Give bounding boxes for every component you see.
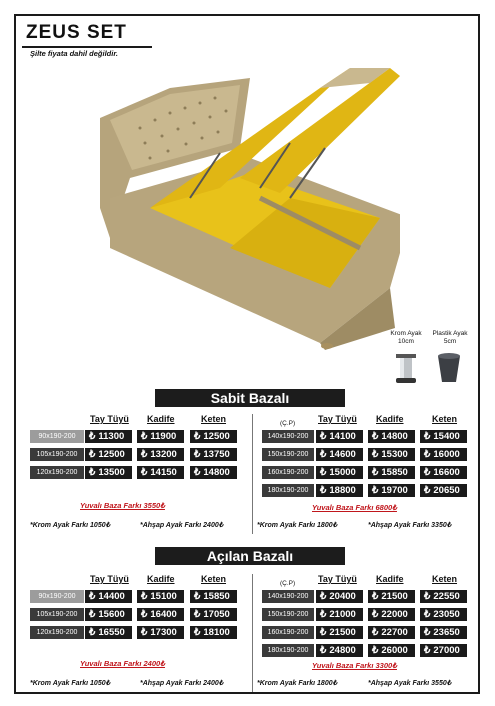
sabit-left-price-1-1	[137, 448, 184, 461]
acilan-right-price-0-1	[368, 590, 415, 603]
acilan-right-price-0-2	[420, 590, 467, 603]
price-value: 11300	[98, 431, 125, 442]
acilan-right-price-0-0	[316, 590, 363, 603]
sabit-right-price-3-1	[368, 484, 415, 497]
currency-symbol: ₺	[320, 645, 327, 656]
acilan-right-price-3-1	[368, 644, 415, 657]
sabit-right-price-2-2	[420, 466, 467, 479]
price-value: 15100	[150, 591, 177, 602]
currency-symbol: ₺	[194, 467, 201, 478]
currency-symbol: ₺	[194, 591, 201, 602]
sabit-left-price-2-0	[85, 466, 132, 479]
sabit-heading: Sabit Bazalı	[155, 389, 345, 407]
currency-symbol: ₺	[141, 609, 148, 620]
sabit-left-size-1: 105x190-200	[30, 448, 84, 461]
currency-symbol: ₺	[372, 591, 379, 602]
sabit-right-price-2-1	[368, 466, 415, 479]
sabit-left-size-0: 90x190-200	[30, 430, 84, 443]
price-value: 21500	[381, 591, 408, 602]
currency-symbol: ₺	[372, 449, 379, 460]
sabit-right-col1: Tay Tüyü	[318, 414, 357, 424]
currency-symbol: ₺	[424, 609, 431, 620]
currency-symbol: ₺	[372, 645, 379, 656]
sabit-right-krom: *Krom Ayak Farkı 1800₺	[257, 522, 338, 529]
sabit-right-ahsap: *Ahşap Ayak Farkı 3350₺	[368, 522, 452, 529]
sabit-left-price-0-1	[137, 430, 184, 443]
sabit-left-price-1-0	[85, 448, 132, 461]
sabit-right-price-0-2	[420, 430, 467, 443]
krom-foot-label: Krom Ayak 10cm	[390, 330, 422, 345]
acilan-left-price-1-1	[137, 608, 184, 621]
acilan-left-price-1-2	[190, 608, 237, 621]
sabit-right-price-3-0	[316, 484, 363, 497]
currency-symbol: ₺	[89, 449, 96, 460]
price-value: 14600	[329, 449, 356, 460]
sabit-left-col3: Keten	[201, 414, 227, 424]
sabit-divider	[252, 414, 253, 534]
acilan-left-size-1: 105x190-200	[30, 608, 84, 621]
acilan-heading: Açılan Bazalı	[155, 547, 345, 565]
acilan-right-price-2-2	[420, 626, 467, 639]
price-value: 12500	[203, 431, 230, 442]
price-value: 17050	[203, 609, 230, 620]
sabit-left-ahsap: *Ahşap Ayak Farkı 2400₺	[140, 522, 224, 529]
price-value: 11900	[150, 431, 177, 442]
acilan-left-price-0-2	[190, 590, 237, 603]
acilan-left-price-0-1	[137, 590, 184, 603]
price-value: 18100	[203, 627, 230, 638]
sabit-right-price-1-2	[420, 448, 467, 461]
acilan-right-ahsap: *Ahşap Ayak Farkı 3550₺	[368, 680, 452, 687]
acilan-left-size-0: 90x190-200	[30, 590, 84, 603]
sabit-right-yuvali: Yuvalı Baza Farkı 6800₺	[312, 503, 397, 512]
currency-symbol: ₺	[89, 467, 96, 478]
acilan-right-size-2: 160x190-200	[262, 626, 314, 639]
price-value: 22550	[433, 591, 460, 602]
acilan-left-price-2-2	[190, 626, 237, 639]
acilan-right-size-1: 150x190-200	[262, 608, 314, 621]
price-value: 20650	[433, 485, 460, 496]
currency-symbol: ₺	[194, 627, 201, 638]
acilan-left-col2: Kadife	[147, 574, 175, 584]
acilan-left-ahsap: *Ahşap Ayak Farkı 2400₺	[140, 680, 224, 687]
sabit-left-yuvali: Yuvalı Baza Farkı 3550₺	[80, 501, 165, 510]
mattress-note: Şilte fiyata dahil değildir.	[30, 49, 118, 58]
price-value: 15400	[433, 431, 460, 442]
price-value: 21000	[329, 609, 356, 620]
currency-symbol: ₺	[424, 627, 431, 638]
price-value: 16000	[433, 449, 460, 460]
sabit-left-price-0-2	[190, 430, 237, 443]
acilan-right-price-3-2	[420, 644, 467, 657]
currency-symbol: ₺	[372, 627, 379, 638]
currency-symbol: ₺	[320, 627, 327, 638]
acilan-right-col1: Tay Tüyü	[318, 574, 357, 584]
bed-photo	[90, 58, 400, 350]
price-value: 16400	[150, 609, 177, 620]
price-value: 14800	[203, 467, 230, 478]
sabit-right-price-1-1	[368, 448, 415, 461]
sabit-left-krom: *Krom Ayak Farkı 1050₺	[30, 522, 111, 529]
currency-symbol: ₺	[320, 431, 327, 442]
acilan-left-krom: *Krom Ayak Farkı 1050₺	[30, 680, 111, 687]
sabit-left-price-1-2	[190, 448, 237, 461]
currency-symbol: ₺	[372, 467, 379, 478]
page-title: ZEUS SET	[26, 22, 127, 43]
price-value: 15300	[381, 449, 408, 460]
price-value: 14400	[98, 591, 125, 602]
acilan-right-yuvali: Yuvalı Baza Farkı 3300₺	[312, 661, 397, 670]
acilan-right-price-1-1	[368, 608, 415, 621]
currency-symbol: ₺	[141, 591, 148, 602]
acilan-left-size-2: 120x190-200	[30, 626, 84, 639]
acilan-right-price-3-0	[316, 644, 363, 657]
sabit-left-price-2-2	[190, 466, 237, 479]
price-value: 14150	[150, 467, 177, 478]
sabit-right-col3: Keten	[432, 414, 458, 424]
acilan-left-col3: Keten	[201, 574, 227, 584]
currency-symbol: ₺	[141, 467, 148, 478]
title-underline	[22, 46, 152, 48]
sabit-cp-label: (Ç.P)	[280, 420, 296, 427]
price-value: 15600	[98, 609, 125, 620]
currency-symbol: ₺	[372, 609, 379, 620]
price-value: 22700	[381, 627, 408, 638]
currency-symbol: ₺	[320, 485, 327, 496]
plastik-foot-label: Plastik Ayak 5cm	[432, 330, 468, 345]
currency-symbol: ₺	[320, 467, 327, 478]
price-value: 17300	[150, 627, 177, 638]
acilan-right-price-2-0	[316, 626, 363, 639]
krom-foot-icon	[392, 352, 420, 386]
currency-symbol: ₺	[424, 467, 431, 478]
currency-symbol: ₺	[89, 591, 96, 602]
currency-symbol: ₺	[424, 431, 431, 442]
sabit-right-size-0: 140x190-200	[262, 430, 314, 443]
acilan-right-size-0: 140x190-200	[262, 590, 314, 603]
acilan-right-size-3: 180x190-200	[262, 644, 314, 657]
price-value: 19700	[381, 485, 408, 496]
currency-symbol: ₺	[194, 449, 201, 460]
price-value: 13200	[150, 449, 177, 460]
acilan-right-price-1-0	[316, 608, 363, 621]
sabit-left-col1: Tay Tüyü	[90, 414, 129, 424]
currency-symbol: ₺	[141, 431, 148, 442]
acilan-cp-label: (Ç.P)	[280, 580, 296, 587]
currency-symbol: ₺	[194, 609, 201, 620]
price-value: 26000	[381, 645, 408, 656]
currency-symbol: ₺	[320, 609, 327, 620]
price-value: 16550	[98, 627, 125, 638]
price-value: 15850	[381, 467, 408, 478]
price-value: 24800	[329, 645, 356, 656]
acilan-right-price-1-2	[420, 608, 467, 621]
price-value: 16600	[433, 467, 460, 478]
acilan-right-price-2-1	[368, 626, 415, 639]
currency-symbol: ₺	[89, 609, 96, 620]
price-value: 23050	[433, 609, 460, 620]
currency-symbol: ₺	[141, 627, 148, 638]
price-value: 12500	[98, 449, 125, 460]
acilan-left-col1: Tay Tüyü	[90, 574, 129, 584]
sabit-left-col2: Kadife	[147, 414, 175, 424]
acilan-left-price-2-1	[137, 626, 184, 639]
sabit-right-size-1: 150x190-200	[262, 448, 314, 461]
currency-symbol: ₺	[320, 449, 327, 460]
sabit-left-price-2-1	[137, 466, 184, 479]
sabit-right-size-3: 180x190-200	[262, 484, 314, 497]
price-value: 15850	[203, 591, 230, 602]
currency-symbol: ₺	[424, 449, 431, 460]
currency-symbol: ₺	[141, 449, 148, 460]
currency-symbol: ₺	[424, 591, 431, 602]
acilan-left-yuvali: Yuvalı Baza Farkı 2400₺	[80, 659, 165, 668]
currency-symbol: ₺	[372, 485, 379, 496]
price-value: 14800	[381, 431, 408, 442]
acilan-left-price-2-0	[85, 626, 132, 639]
acilan-right-krom: *Krom Ayak Farkı 1800₺	[257, 680, 338, 687]
currency-symbol: ₺	[194, 431, 201, 442]
acilan-left-price-1-0	[85, 608, 132, 621]
sabit-right-price-1-0	[316, 448, 363, 461]
sabit-right-price-3-2	[420, 484, 467, 497]
sabit-right-price-0-1	[368, 430, 415, 443]
price-value: 22000	[381, 609, 408, 620]
price-value: 18800	[329, 485, 356, 496]
currency-symbol: ₺	[424, 645, 431, 656]
sabit-right-price-2-0	[316, 466, 363, 479]
sabit-left-price-0-0	[85, 430, 132, 443]
sabit-left-size-2: 120x190-200	[30, 466, 84, 479]
currency-symbol: ₺	[89, 431, 96, 442]
currency-symbol: ₺	[89, 627, 96, 638]
sabit-right-price-0-0	[316, 430, 363, 443]
price-value: 20400	[329, 591, 356, 602]
price-value: 14100	[329, 431, 356, 442]
price-value: 21500	[329, 627, 356, 638]
acilan-right-col3: Keten	[432, 574, 458, 584]
price-value: 13500	[98, 467, 125, 478]
price-value: 23650	[433, 627, 460, 638]
sabit-right-size-2: 160x190-200	[262, 466, 314, 479]
price-value: 15000	[329, 467, 356, 478]
currency-symbol: ₺	[320, 591, 327, 602]
plastik-foot-icon	[436, 352, 462, 386]
acilan-left-price-0-0	[85, 590, 132, 603]
price-value: 27000	[433, 645, 460, 656]
currency-symbol: ₺	[424, 485, 431, 496]
acilan-right-col2: Kadife	[376, 574, 404, 584]
currency-symbol: ₺	[372, 431, 379, 442]
price-value: 13750	[203, 449, 230, 460]
sabit-right-col2: Kadife	[376, 414, 404, 424]
acilan-divider	[252, 574, 253, 692]
